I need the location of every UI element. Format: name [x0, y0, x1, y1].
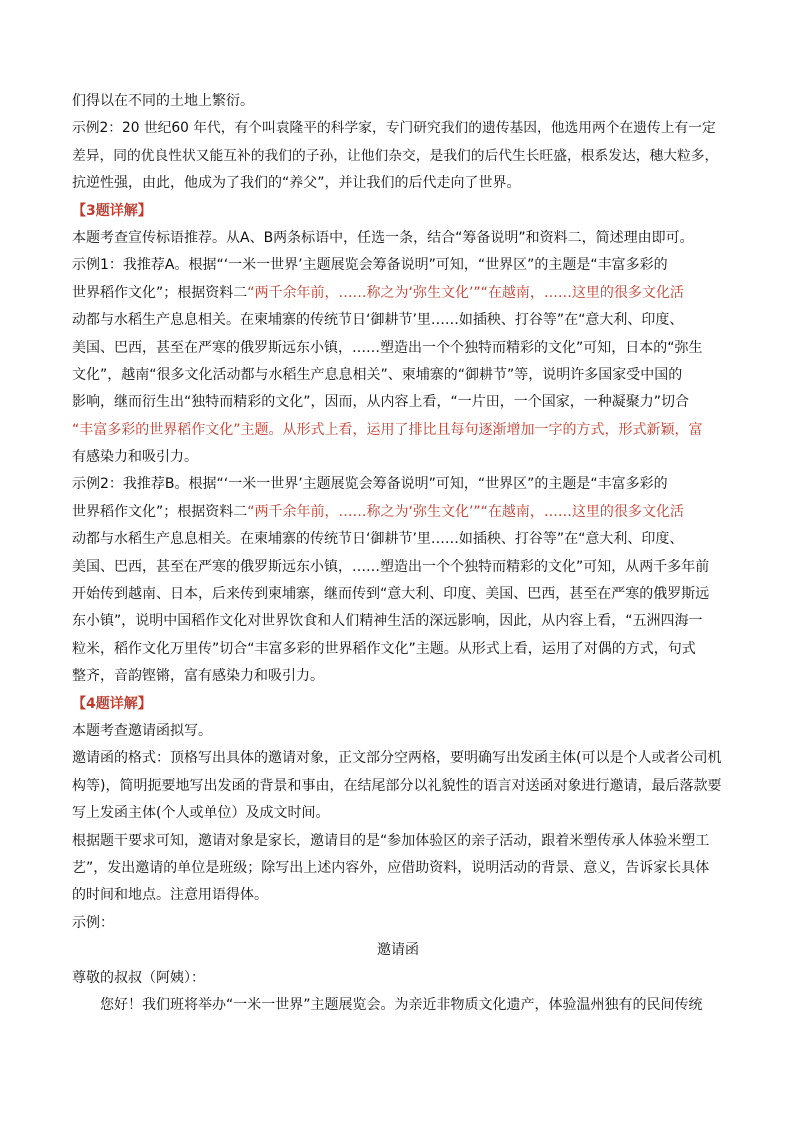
text-line	[72, 718, 724, 745]
text-line	[72, 471, 724, 498]
text-segment: 美国、巴西，甚至在严寒的俄罗斯远东小镇，……塑造出一个个独特而精彩的文化”可知，从两千多年前	[72, 558, 710, 575]
text-segment: 影响，继而衍生出“独特而精彩的文化”，因而，从内容上看，“一片田，一个国家，一种凝聚力”切合	[72, 394, 690, 411]
text-segment: 示例2：20 世纪60 年代，有个叫袁隆平的科学家，专门研究我们的遗传基因，他选用两个在遗传上有一定	[72, 120, 716, 137]
text-segment: 邀请函	[377, 942, 419, 959]
text-segment: 有感染力和吸引力。	[72, 449, 198, 466]
text-line	[72, 636, 724, 663]
text-segment: 文化”，越南“很多文化活动都与水稻生产息息相关”、柬埔寨的“御耕节”等，说明许多国家受中国的	[72, 366, 683, 383]
quoted-excerpt: “两千余年前，……称之为‘弥生文化’”“在越南，……这里的很多文化活	[247, 284, 684, 301]
text-line	[72, 855, 724, 882]
quoted-excerpt: “两千余年前，……称之为‘弥生文化’”“在越南，……这里的很多文化活	[247, 503, 684, 520]
text-segment: 示例1：我推荐A。根据“‘一米一世界’主题展览会筹备说明”可知，“世界区”的主题是“丰富多彩的	[72, 257, 668, 274]
text-segment: 差异，同的优良性状又能互补的我们的子孙，让他们杂交，是我们的后代生长旺盛，根系发达，穗大粒多，	[72, 147, 719, 164]
text-line	[72, 554, 724, 581]
text-segment: 的时间和地点。注意用语得体。	[72, 887, 268, 904]
text-segment: 写上发函主体(个人或单位）及成文时间。	[72, 805, 330, 822]
text-segment: 们得以在不同的土地上繁衍。	[72, 93, 254, 109]
text-line	[72, 252, 724, 279]
quoted-excerpt: “丰富多彩的世界稻作文化”主题。从形式上看，运用了排比且每句逐渐增加一字的方式，形式新颖，富	[72, 421, 703, 438]
document-page	[72, 88, 724, 1019]
text-segment: 您好！我们班将举办“一米一世界”主题展览会。为亲近非物质文化遗产，体验温州独有的民间传统	[100, 996, 703, 1013]
text-line	[72, 773, 724, 800]
text-line	[72, 143, 724, 170]
text-line	[72, 225, 724, 252]
text-line	[72, 170, 724, 197]
text-segment: 本题考查邀请函拟写。	[72, 722, 212, 739]
text-line	[72, 526, 724, 553]
text-line	[72, 581, 724, 608]
text-segment: 邀请函的格式：顶格写出具体的邀请对象，正文部分空两格，要明确写出发函主体(可以是个人或者公司机	[72, 750, 722, 767]
text-segment: 抗逆性强，由此，他成为了我们的“养父”，并让我们的后代走向了世界。	[72, 175, 521, 192]
text-segment: 东小镇”，说明中国稻作文化对世界饮食和人们精神生活的深远影响，因此，从内容上看，“五洲四海一	[72, 613, 703, 630]
text-segment: 构等)，简明扼要地写出发函的背景和事由，在结尾部分以礼貌性的语言对送函对象进行邀请，最后落款要	[72, 777, 722, 794]
text-line	[72, 992, 724, 1019]
text-line	[72, 307, 724, 334]
text-line	[72, 800, 724, 827]
section-heading	[72, 691, 724, 718]
text-segment: 【3题详解】	[72, 202, 152, 219]
text-segment: 【4题详解】	[72, 695, 152, 712]
text-line	[72, 828, 724, 855]
text-segment: 示例2：我推荐B。根据“‘一米一世界’主题展览会筹备说明”可知，“世界区”的主题是“丰富多彩的	[72, 476, 668, 493]
text-segment: 艺”，发出邀请的单位是班级；除写出上述内容外，应借助资料，说明活动的背景、意义，告诉家长具体	[72, 859, 710, 876]
text-segment: 美国、巴西，甚至在严寒的俄罗斯远东小镇，……塑造出一个个独特而精彩的文化”可知，日本的“弥生	[72, 339, 703, 356]
text-line	[72, 882, 724, 909]
text-segment: 根据题干要求可知，邀请对象是家长，邀请目的是“参加体验区的亲子活动，跟着米塑传承人体验米塑工	[72, 832, 710, 849]
text-segment: 示例：	[72, 914, 114, 931]
text-line	[72, 745, 724, 772]
text-segment: 本题考查宣传标语推荐。从A、B两条标语中，任选一条，结合“筹备说明”和资料二，简述理由即可。	[72, 229, 694, 246]
text-line	[72, 88, 724, 115]
text-segment: 尊敬的叔叔（阿姨）：	[72, 969, 205, 986]
text-line	[72, 362, 724, 389]
letter-title	[72, 937, 724, 964]
text-line	[72, 663, 724, 690]
text-line	[72, 115, 724, 142]
text-line	[72, 389, 724, 416]
text-line	[72, 499, 724, 526]
text-line	[72, 335, 724, 362]
text-segment: 整齐，音韵铿锵，富有感染力和吸引力。	[72, 668, 324, 685]
text-segment: 动都与水稻生产息息相关。在柬埔寨的传统节日‘御耕节’里……如插秧、打谷等”在“意大利、印度、	[72, 531, 684, 548]
text-line	[72, 280, 724, 307]
text-segment: 粒米，稻作文化万里传”切合“丰富多彩的世界稻作文化”主题。从形式上看，运用了对偶的方式，句式	[72, 640, 696, 657]
text-line	[72, 444, 724, 471]
text-segment: 世界稻作文化”；根据资料二	[72, 284, 248, 301]
section-heading	[72, 198, 724, 225]
text-line	[72, 910, 724, 937]
text-line	[72, 608, 724, 635]
text-segment: 动都与水稻生产息息相关。在柬埔寨的传统节日‘御耕节’里……如插秧、打谷等”在“意大利、印度、	[72, 312, 684, 329]
text-segment: 开始传到越南、日本，后来传到柬埔寨，继而传到“意大利、印度、美国、巴西，甚至在严寒的俄罗斯远	[72, 586, 710, 603]
text-line	[72, 417, 724, 444]
text-segment: 世界稻作文化”；根据资料二	[72, 503, 248, 520]
text-line	[72, 965, 724, 992]
